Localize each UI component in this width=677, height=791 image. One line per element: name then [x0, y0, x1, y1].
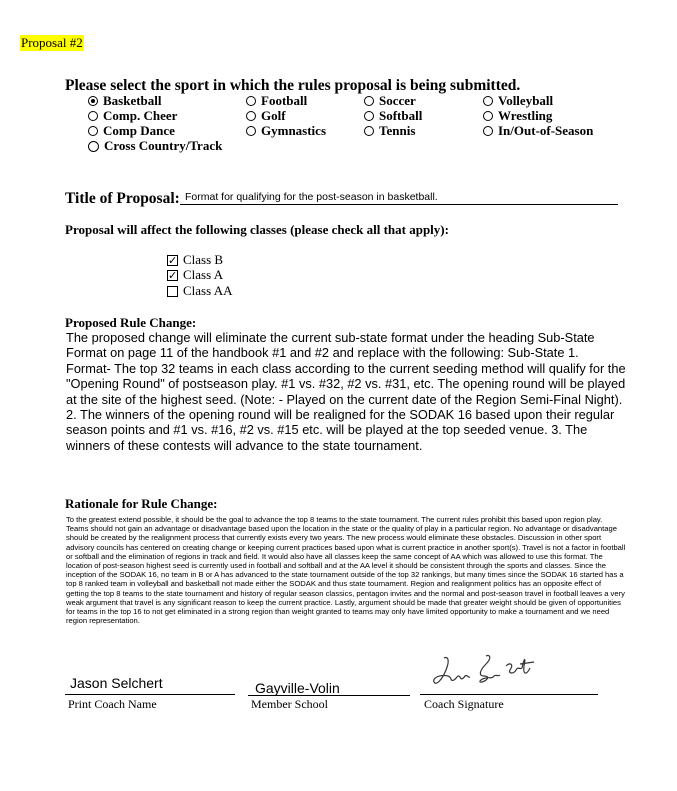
- classes-heading: Proposal will affect the following classes (please check all that apply):: [65, 222, 449, 237]
- sport-option-volleyball[interactable]: [483, 93, 553, 109]
- checkbox-empty-icon[interactable]: [167, 286, 178, 297]
- class-label: Class B: [183, 252, 224, 267]
- radio-empty-icon[interactable]: [88, 126, 98, 136]
- proposed-rule-change-heading: Proposed Rule Change:: [65, 315, 197, 330]
- sport-option-comp-cheer[interactable]: [88, 108, 177, 124]
- sport-option-basketball[interactable]: [88, 93, 162, 109]
- sport-option-in-out-of-season[interactable]: [483, 123, 593, 139]
- class-label: Class AA: [183, 283, 233, 298]
- sport-label: Comp. Cheer: [103, 108, 178, 123]
- sport-label: Soccer: [379, 93, 416, 108]
- class-option-b[interactable]: [167, 252, 223, 268]
- member-school-line: [248, 695, 410, 696]
- coach-name-label: Print Coach Name: [68, 697, 157, 711]
- coach-signature-line: [420, 694, 598, 695]
- radio-empty-icon[interactable]: [483, 96, 493, 106]
- class-option-aa[interactable]: [167, 283, 232, 299]
- member-school-label: Member School: [251, 697, 328, 711]
- sport-label: Basketball: [103, 93, 162, 108]
- radio-empty-icon[interactable]: [88, 111, 98, 121]
- sport-option-football[interactable]: [246, 93, 307, 109]
- sport-label: Gymnastics: [261, 123, 326, 138]
- coach-name-value[interactable]: Jason Selchert: [70, 675, 163, 691]
- sport-label: Volleyball: [498, 93, 554, 108]
- sport-label: Football: [261, 93, 308, 108]
- sport-option-wrestling[interactable]: [483, 108, 552, 124]
- sport-label: Tennis: [379, 123, 416, 138]
- sport-option-cross-country-track[interactable]: [88, 138, 222, 154]
- class-option-a[interactable]: [167, 267, 223, 283]
- title-of-proposal-value[interactable]: Format for qualifying for the post-season in basketball.: [185, 191, 438, 203]
- checkbox-checked-icon[interactable]: ✓: [168, 253, 178, 267]
- sport-option-tennis[interactable]: [364, 123, 415, 139]
- radio-empty-icon[interactable]: [246, 111, 256, 121]
- radio-empty-icon[interactable]: [483, 111, 493, 121]
- sport-option-gymnastics[interactable]: [246, 123, 326, 139]
- class-label: Class A: [183, 267, 224, 282]
- sport-option-golf[interactable]: [246, 108, 286, 124]
- title-of-proposal-label: Title of Proposal:: [65, 190, 180, 207]
- radio-empty-icon[interactable]: [246, 126, 256, 136]
- member-school-value[interactable]: Gayville-Volin: [255, 680, 340, 696]
- sport-label: Comp Dance: [103, 123, 175, 138]
- rationale-heading: Rationale for Rule Change:: [65, 496, 218, 511]
- coach-signature-image: [430, 652, 540, 694]
- sport-label: Golf: [261, 108, 286, 123]
- radio-selected-icon[interactable]: [88, 96, 98, 106]
- sport-label: Softball: [379, 108, 423, 123]
- sport-label: Wrestling: [498, 108, 553, 123]
- sport-option-softball[interactable]: [364, 108, 422, 124]
- radio-empty-icon[interactable]: [483, 126, 493, 136]
- radio-empty-icon[interactable]: [364, 126, 374, 136]
- sport-label: Cross Country/Track: [104, 138, 223, 153]
- radio-empty-icon[interactable]: [364, 96, 374, 106]
- radio-empty-icon[interactable]: [246, 96, 256, 106]
- proposal-number-tag: Proposal #2: [21, 35, 83, 50]
- sport-selection-heading: Please select the sport in which the rules proposal is being submitted.: [65, 77, 521, 94]
- coach-signature-label: Coach Signature: [424, 697, 504, 711]
- rationale-body[interactable]: To the greatest extend possible, it should be the goal to advance the top 8 teams to the state tournament. The current rules prohibit this based upon region play. Teams should not gain an advantage or disadvantage based upon the location in the state or the quality of play in a particular region. No advantage or disadvantage should be created by the realignment process that currently exists every two years. The new process would eliminate these obstacles. Discussion in other sport advisory councils has centered on creating change or keeping current practices based upon what is current practice in another sport(s). Travel is not a factor in football or softball and the elimination of regions in track and field. It would also have all classes keep the same concept of AA which was allowed to use this format. The location of post-season highest seed is currently used in football and softball and at the AA level it should be consistent through the sports and classes. Since the inception of the SODAK 16, no team in B or A has advanced to the state tournament outside of the top 32 rankings, but many times since the SODAK 16 started has a top 8 ranked team in volleyball and basketball not made either the SODAK and thus state tournament. Region and realignment politics has an opposite effect of getting the top 8 teams to the state tournament and history of regular season classics, pentagon invites and the normal and post-season travel in football leaves a very weak argument that travel is any significant reason to keep the current practice. Lastly, argument should be made that greater weight should be given of opportunities for teams in the top 16 to not get eliminated in a strong region than weight granted to teams may only have limited opportunity to make a tournament and we need region representation.: [66, 515, 626, 626]
- checkbox-checked-icon[interactable]: ✓: [168, 268, 178, 282]
- radio-empty-icon[interactable]: [364, 111, 374, 121]
- sport-option-comp-dance[interactable]: [88, 123, 175, 139]
- title-underline: [180, 204, 618, 205]
- proposed-rule-change-body[interactable]: The proposed change will eliminate the current sub-state format under the heading Sub-State Format on page 11 of the handbook #1 and #2 and replace with the following: Sub-State 1. Format- The top 32 teams in each class according to the current seeding method will qualify for the "Opening Round" of postseason play. #1 vs. #32, #2 vs. #31, etc. The opening round will be played at the site of the highest seed. (Note: - Played on the current date of the Region Semi-Final Night). 2. The winners of the opening round will be realigned for the SODAK 16 based upon their regular season points and #1 vs. #16, #2 vs. #15 etc. will be played at the top seeded venue. 3. The winners of these contests will advance to the state tournament.: [66, 330, 626, 453]
- sport-option-soccer[interactable]: [364, 93, 416, 109]
- coach-name-line: [65, 694, 235, 695]
- radio-empty-icon[interactable]: [88, 141, 99, 152]
- sport-label: In/Out-of-Season: [498, 123, 594, 138]
